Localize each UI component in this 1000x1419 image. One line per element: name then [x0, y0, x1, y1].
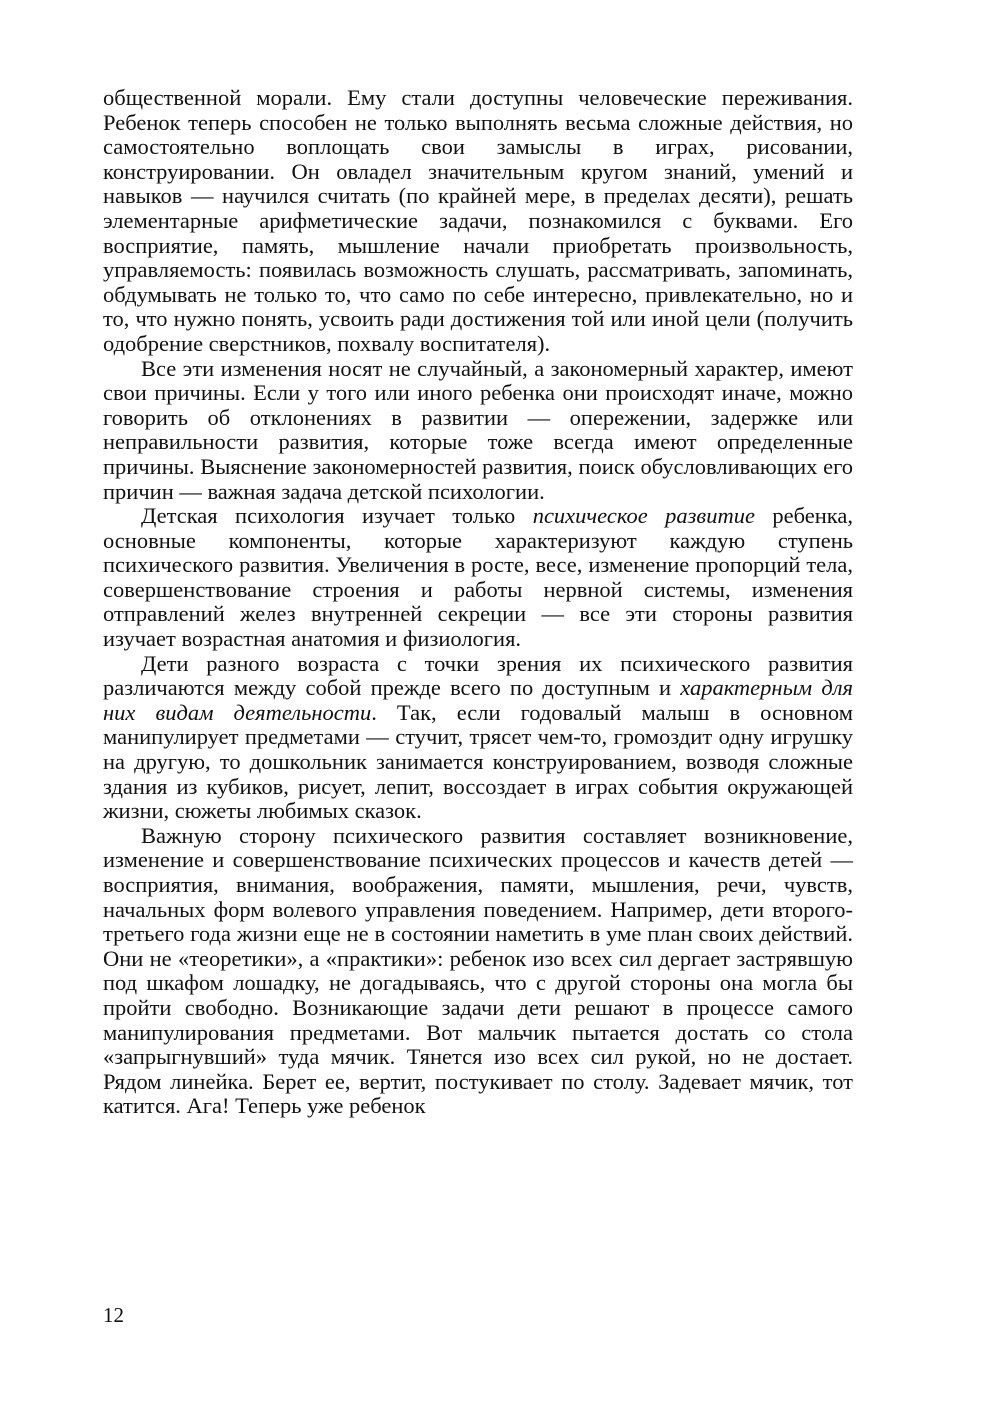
paragraph-4-text-start: Дети разного возраста с точки зрения их психического развития различаются между собой прежде всего по доступным и [103, 650, 853, 701]
paragraph-3-italic-term: психическое развитие [532, 503, 755, 529]
paragraph-4-italic-term: характерным для них видам деятельности [103, 675, 853, 725]
paragraph-3-text-end: ребенка, основные компоненты, которые характеризуют каждую ступень психического развития. Увеличения в росте, весе, изменение пропорций тела, совершенствование строения и работы нервной системы, изменения отправлений желез внутренней секреции — все эти стороны развития изучает возрастная анатомия и физиология. [103, 503, 853, 652]
page-number: 12 [103, 1303, 124, 1327]
paragraph-2: Все эти изменения носят не случайный, а закономерный характер, имеют свои причины. Если у того или иного ребенка они происходят иначе, можно говорить об отклонениях в развитии — опережении, задержке или неправильности развития, которые тоже всегда имеют определенные причины. Выяснение закономерностей развития, поиск обусловливающих его причин — важная задача детской психологии. [103, 355, 853, 504]
body-text [103, 86, 853, 1119]
paragraph-3-text-start: Детская психология изучает только [141, 503, 533, 529]
paragraph-4-text-end: . Так, если годовалый малыш в основном манипулирует предметами — стучит, трясет чем-то, громоздит одну игрушку на другую, то дошкольник занимается конструированием, возводя сложные здания из кубиков, рисует, лепит, воссоздает в играх события окружающей жизни, сюжеты любимых сказок. [103, 699, 853, 824]
paragraph-3 [103, 504, 853, 652]
paragraph-1: общественной морали. Ему стали доступны человеческие переживания. Ребенок теперь способен не только выполнять весьма сложные действия, но самостоятельно воплощать свои замыслы в играх, рисовании, конструировании. Он овладел значительным кругом знаний, умений и навыков — научился считать (по крайней мере, в пределах десяти), решать элементарные арифметические задачи, познакомился с буквами. Его восприятие, память, мышление начали приобретать произвольность, управляемость: появилась возможность слушать, рассматривать, запоминать, обдумывать не только то, что само по себе интересно, привлекательно, но и то, что нужно понять, усвоить ради достижения той или иной цели (получить одобрение сверстников, похвалу воспитателя). [103, 85, 853, 356]
paragraph-5: Важную сторону психического развития составляет возникновение, изменение и совершенствование психических процессов и качеств детей — восприятия, внимания, воображения, памяти, мышления, речи, чувств, начальных форм волевого управления поведением. Например, дети второго-третьего года жизни еще не в состоянии наметить в уме план своих действий. Они не «теоретики», а «практики»: ребенок изо всех сил дергает застрявшую под шкафом лошадку, не догадываясь, что с другой стороны она могла бы пройти свободно. Возникающие задачи дети решают в процессе самого манипулирования предметами. Вот мальчик пытается достать со стола «запрыгнувший» туда мячик. Тянется изо всех сил рукой, но не достает. Рядом линейка. Берет ее, вертит, постукивает по столу. Задевает мячик, тот катится. Ага! Теперь уже ребенок [103, 822, 853, 1119]
paragraph-4 [103, 652, 853, 824]
